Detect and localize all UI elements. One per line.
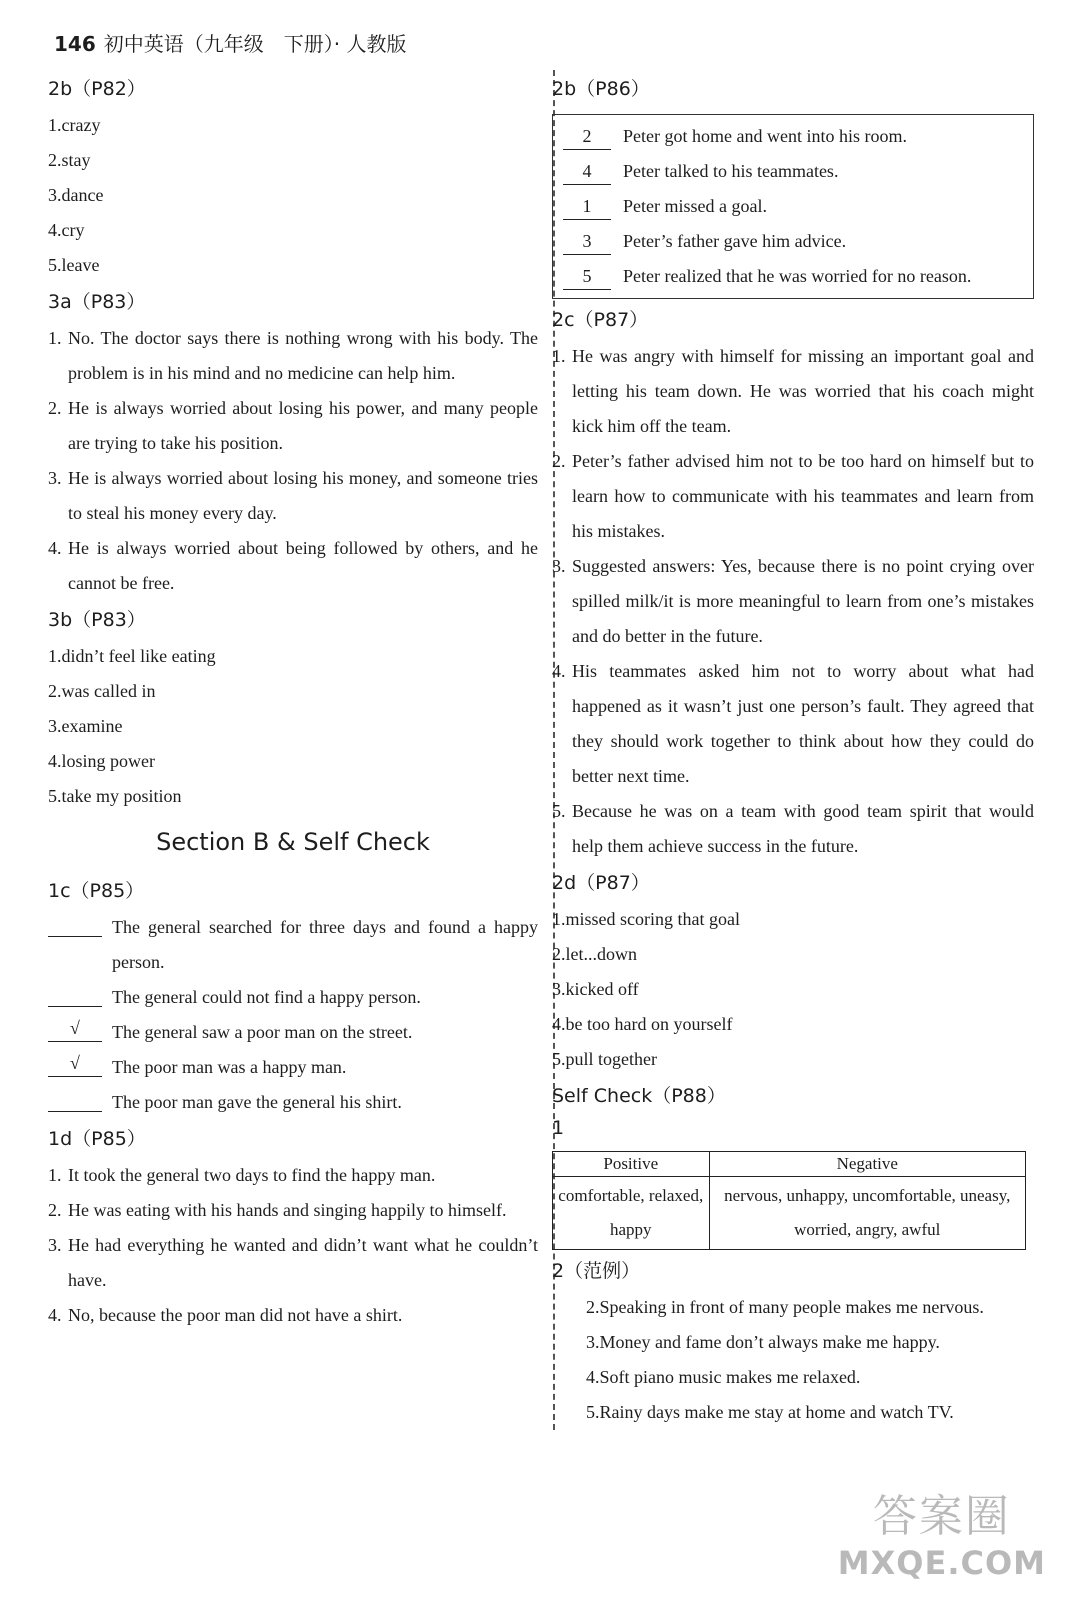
page-number: 146 xyxy=(54,32,96,56)
answer-list-2b-p82 xyxy=(48,108,538,283)
ordering-box xyxy=(552,114,1034,299)
order-row: 4 Peter talked to his teammates. xyxy=(563,154,1023,189)
watermark-logo: 答案圈 xyxy=(872,1491,1011,1542)
check-item: The general searched for three days and found a happy person. xyxy=(48,910,538,980)
list-item: 1.crazy xyxy=(48,115,101,135)
section-title: Section B & Self Check xyxy=(156,828,430,856)
book-title: 初中英语（九年级 下册）· 人教版 xyxy=(103,32,407,56)
watermark-url: MXQE.COM xyxy=(837,1544,1046,1582)
answer-list-3b-p83 xyxy=(48,639,538,814)
order-row: 2 Peter got home and went into his room. xyxy=(563,119,1023,154)
list-item: 5.pull together xyxy=(552,1049,657,1069)
section-heading-3a-p83: 3a（P83） xyxy=(48,291,146,313)
list-item: 3. He had everything he wanted and didn’t want what he couldn’t have. xyxy=(48,1235,538,1290)
order-number: 1 xyxy=(563,193,611,220)
answer-list-2d-p87 xyxy=(552,902,1034,1077)
section-heading-2c-p87: 2c（P87） xyxy=(552,309,649,331)
check-mark: √ xyxy=(48,1015,102,1042)
section-heading-2b-p82: 2b（P82） xyxy=(48,78,146,100)
list-item: 2.stay xyxy=(48,150,91,170)
list-item: 3. He is always worried about losing his money, and someone tries to steal his money every day. xyxy=(48,468,538,523)
list-item: 4.losing power xyxy=(48,751,155,771)
order-row: 3 Peter’s father gave him advice. xyxy=(563,224,1023,259)
watermark xyxy=(838,1480,1046,1582)
list-item: 3.examine xyxy=(48,716,123,736)
list-item: 2.let...down xyxy=(552,944,637,964)
section-heading-self-check: Self Check（P88） xyxy=(552,1085,726,1107)
table-header-positive: Positive xyxy=(553,1152,710,1177)
right-column xyxy=(552,70,1034,1430)
section-heading-1c-p85: 1c（P85） xyxy=(48,880,145,902)
list-item: 3.kicked off xyxy=(552,979,639,999)
list-item: 4. His teammates asked him not to worry about what had happened as it wasn’t just one person’s fault. They agreed that they should work together to think about how they could do better next time. xyxy=(552,661,1034,786)
order-number: 2 xyxy=(563,123,611,150)
check-item: √ The general saw a poor man on the street. xyxy=(48,1015,538,1050)
list-item: 1. No. The doctor says there is nothing wrong with his body. The problem is in his mind and no medicine can help him. xyxy=(48,328,538,383)
list-item: 1. He was angry with himself for missing an important goal and letting his team down. He was worried that his coach might kick him off the team. xyxy=(552,346,1034,436)
list-item: 4.be too hard on yourself xyxy=(552,1014,733,1034)
order-row: 1 Peter missed a goal. xyxy=(563,189,1023,224)
answer-list-3a-p83 xyxy=(48,321,538,601)
list-item: 1.didn’t feel like eating xyxy=(48,646,216,666)
list-item: 4. No, because the poor man did not have a shirt. xyxy=(48,1305,403,1325)
list-item: 2.was called in xyxy=(48,681,156,701)
page-header xyxy=(54,28,406,57)
order-number: 5 xyxy=(563,263,611,290)
check-item: The poor man gave the general his shirt. xyxy=(48,1085,538,1120)
self-check-part-1-label: 1 xyxy=(552,1117,565,1139)
left-column xyxy=(48,70,538,1333)
list-item: 3.Money and fame don’t always make me happy. xyxy=(586,1332,940,1352)
checklist-1c-p85 xyxy=(48,910,538,1120)
self-check-part-2-label: 2（范例） xyxy=(552,1260,641,1282)
list-item: 5.take my position xyxy=(48,786,182,806)
check-item: The general could not find a happy person. xyxy=(48,980,538,1015)
order-number: 4 xyxy=(563,158,611,185)
list-item: 5. Because he was on a team with good team spirit that would help them achieve success in the future. xyxy=(552,801,1034,856)
section-heading-3b-p83: 3b（P83） xyxy=(48,609,146,631)
list-item: 3.dance xyxy=(48,185,104,205)
section-heading-1d-p85: 1d（P85） xyxy=(48,1128,146,1150)
list-item: 4.Soft piano music makes me relaxed. xyxy=(586,1367,861,1387)
check-blank xyxy=(48,910,102,937)
list-item: 4. He is always worried about being followed by others, and he cannot be free. xyxy=(48,538,538,593)
list-item: 3. Suggested answers: Yes, because there is no point crying over spilled milk/it is more meaningful to learn from one’s mistakes and do better in the future. xyxy=(552,556,1034,646)
list-item: 5.Rainy days make me stay at home and watch TV. xyxy=(586,1402,954,1422)
check-mark: √ xyxy=(48,1050,102,1077)
positive-words-cell: comfortable, relaxed, happy xyxy=(553,1177,710,1250)
list-item: 4.cry xyxy=(48,220,85,240)
check-item: √ The poor man was a happy man. xyxy=(48,1050,538,1085)
list-item: 2. Peter’s father advised him not to be too hard on himself but to learn how to communicate with his teammates and learn from his mistakes. xyxy=(552,451,1034,541)
order-row: 5 Peter realized that he was worried for no reason. xyxy=(563,259,1023,294)
positive-negative-table xyxy=(552,1151,1026,1250)
list-item: 2. He is always worried about losing his power, and many people are trying to take his position. xyxy=(48,398,538,453)
answer-list-2c-p87 xyxy=(552,339,1034,864)
answer-list-1d-p85 xyxy=(48,1158,538,1333)
list-item: 1. It took the general two days to find the happy man. xyxy=(48,1165,436,1185)
negative-words-cell: nervous, unhappy, uncomfortable, uneasy, worried, angry, awful xyxy=(709,1177,1025,1250)
section-heading-2b-p86: 2b（P86） xyxy=(552,78,650,100)
order-number: 3 xyxy=(563,228,611,255)
check-blank xyxy=(48,1085,102,1112)
list-item: 2.Speaking in front of many people makes me nervous. xyxy=(586,1297,984,1317)
list-item: 5.leave xyxy=(48,255,100,275)
list-item: 1.missed scoring that goal xyxy=(552,909,740,929)
list-item: 2. He was eating with his hands and singing happily to himself. xyxy=(48,1200,507,1220)
section-heading-2d-p87: 2d（P87） xyxy=(552,872,650,894)
table-header-negative: Negative xyxy=(709,1152,1025,1177)
example-sentences xyxy=(552,1290,1034,1430)
check-blank xyxy=(48,980,102,1007)
